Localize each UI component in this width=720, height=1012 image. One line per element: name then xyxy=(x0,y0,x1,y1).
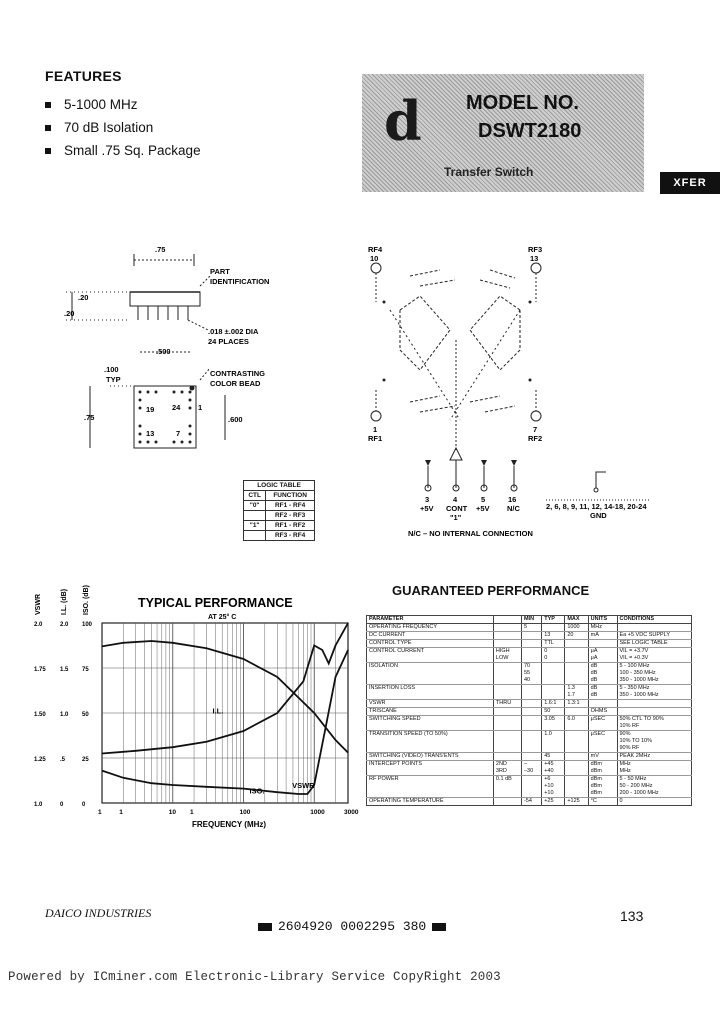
tick-label: 2.0 xyxy=(60,622,69,628)
table-cell: 0 xyxy=(617,798,692,806)
powered-by: Powered by ICminer.com Electronic-Library Service CopyRight 2003 xyxy=(8,970,501,984)
logic-cell xyxy=(244,531,266,541)
table-row xyxy=(367,753,692,761)
table-cell: mV xyxy=(588,753,617,761)
table-cell: dB dB xyxy=(588,685,617,700)
table-cell: 20 xyxy=(565,632,588,640)
dim-100: .100 xyxy=(104,365,119,374)
dim-500: .500 xyxy=(156,347,171,356)
series-label: ISO. xyxy=(249,786,265,796)
table-cell: +6 +10 +10 xyxy=(542,776,565,798)
x-tick-label: 100 xyxy=(239,809,251,816)
table-cell: 6.0 xyxy=(565,716,588,731)
table-row xyxy=(367,700,692,708)
gnd-label: GND xyxy=(590,511,607,520)
page-number: 133 xyxy=(620,908,644,924)
bullet-icon xyxy=(45,125,51,131)
mechanical-drawing xyxy=(60,240,290,450)
table-cell: – –30 xyxy=(521,761,541,776)
company-name: DAICO INDUSTRIES xyxy=(45,906,152,920)
table-cell: dBm dBm xyxy=(588,761,617,776)
logic-cell: "0" xyxy=(244,501,266,511)
table-cell xyxy=(565,731,588,753)
table-cell: °C xyxy=(588,798,617,806)
tick-label: 1.75 xyxy=(34,667,46,673)
table-cell: OHMS xyxy=(588,708,617,716)
table-cell xyxy=(521,700,541,708)
table-cell: SWITCHING SPEED xyxy=(367,716,494,731)
table-cell: 0 0 xyxy=(542,648,565,663)
pin-num: 5 xyxy=(481,495,486,504)
table-row xyxy=(367,648,692,663)
barcode-text: 2604920 0002295 380 xyxy=(278,919,427,934)
table-cell xyxy=(565,776,588,798)
guaranteed-title: GUARANTEED PERFORMANCE xyxy=(392,583,590,598)
barcode-block-icon xyxy=(432,923,446,931)
daico-logo: d xyxy=(384,89,422,153)
tick-label: 75 xyxy=(82,667,89,673)
table-row xyxy=(367,798,692,806)
dia-line1: .018 ±.002 DIA xyxy=(208,327,259,336)
bullet-icon xyxy=(45,148,51,154)
table-cell: +125 xyxy=(565,798,588,806)
table-cell xyxy=(493,640,521,648)
table-cell: CONTROL CURRENT xyxy=(367,648,494,663)
part-id-line2: IDENTIFICATION xyxy=(210,277,270,286)
table-cell: +45 +40 xyxy=(542,761,565,776)
table-cell: PARAMETER xyxy=(367,616,494,624)
table-cell: 0.1 dB xyxy=(493,776,521,798)
table-cell xyxy=(521,753,541,761)
table-cell xyxy=(493,798,521,806)
logic-cell: RF2 - RF3 xyxy=(266,511,315,521)
dim-75-top: .75 xyxy=(155,245,166,254)
tick-label: 1.5 xyxy=(60,667,69,673)
table-cell: INSERTION LOSS xyxy=(367,685,494,700)
table-cell: -54 xyxy=(521,798,541,806)
tick-label: 0 xyxy=(82,802,86,808)
pin-label: N/C xyxy=(507,504,520,513)
table-cell: 50% CTL TO 90% 10% RF xyxy=(617,716,692,731)
table-cell: SEE LOGIC TABLE xyxy=(617,640,692,648)
table-cell xyxy=(493,624,521,632)
table-row xyxy=(367,624,692,632)
rf4-port-icon xyxy=(371,263,381,273)
model-subtitle: Transfer Switch xyxy=(444,165,534,179)
table-cell: VIL = +3.7V VIL = +0.3V xyxy=(617,648,692,663)
table-cell: 70 55 40 xyxy=(521,663,541,685)
x-tick-label: 1 xyxy=(98,809,102,816)
table-cell xyxy=(493,716,521,731)
table-cell xyxy=(493,753,521,761)
rf3-port-icon xyxy=(531,263,541,273)
pin-num: 3 xyxy=(425,495,430,504)
rf2-port-icon xyxy=(531,411,541,421)
table-cell xyxy=(565,640,588,648)
table-row xyxy=(367,708,692,716)
table-cell: CONTROL TYPE xyxy=(367,640,494,648)
table-cell: DC CURRENT xyxy=(367,632,494,640)
table-cell: RF POWER xyxy=(367,776,494,798)
pin-13-label: 13 xyxy=(530,254,539,263)
table-cell: OPERATING TEMPERATURE xyxy=(367,798,494,806)
table-cell: 5 xyxy=(521,624,541,632)
table-cell xyxy=(542,624,565,632)
x-tick-label: 1 xyxy=(119,809,123,816)
table-cell xyxy=(565,708,588,716)
table-cell: TTL xyxy=(542,640,565,648)
feature-text: 70 dB Isolation xyxy=(64,120,154,135)
table-cell xyxy=(493,663,521,685)
table-cell: THRU xyxy=(493,700,521,708)
series-label: I.L. xyxy=(212,706,224,716)
table-cell xyxy=(521,776,541,798)
pin-label: +5V xyxy=(420,504,434,513)
pin-19: 19 xyxy=(146,405,155,414)
logic-cell: RF1 - RF2 xyxy=(266,521,315,531)
table-cell: 1.6:1 xyxy=(542,700,565,708)
table-cell: μSEC xyxy=(588,731,617,753)
logic-table xyxy=(243,480,315,541)
table-cell: UNITS xyxy=(588,616,617,624)
bead-line1: CONTRASTING xyxy=(210,369,265,378)
table-cell: 5 - 350 MHz 350 - 1000 MHz xyxy=(617,685,692,700)
rf3-label: RF3 xyxy=(528,245,543,254)
pin-7-label: 7 xyxy=(533,425,538,434)
table-cell xyxy=(521,648,541,663)
table-cell xyxy=(617,700,692,708)
pin-13: 13 xyxy=(146,429,155,438)
table-cell xyxy=(617,708,692,716)
rf1-port-icon xyxy=(371,411,381,421)
tick-label: 2.0 xyxy=(34,622,43,628)
logic-cell: RF3 - RF4 xyxy=(266,531,315,541)
table-cell: +25 xyxy=(542,798,565,806)
table-cell xyxy=(521,632,541,640)
table-cell xyxy=(493,632,521,640)
model-number: DSWT2180 xyxy=(478,120,582,142)
part-id-line1: PART xyxy=(210,267,230,276)
table-cell: 1.3:1 xyxy=(565,700,588,708)
chart-xlabel: FREQUENCY (MHz) xyxy=(192,820,267,829)
x-tick-label: 1000 xyxy=(310,809,325,816)
table-row xyxy=(367,632,692,640)
feature-text: Small .75 Sq. Package xyxy=(64,143,201,158)
table-cell: MHz MHz xyxy=(617,761,692,776)
table-cell xyxy=(565,753,588,761)
table-cell: SWITCHING (VIDEO) TRANS'ENTS xyxy=(367,753,494,761)
dim-75-side: .75 xyxy=(84,413,95,422)
table-row xyxy=(367,663,692,685)
x-tick-label: 1 xyxy=(190,809,194,816)
table-cell: MIN xyxy=(521,616,541,624)
x-tick-label: 3000 xyxy=(344,809,359,816)
table-cell: μSEC xyxy=(588,716,617,731)
table-cell xyxy=(493,685,521,700)
axis-label: ISO. (dB) xyxy=(83,585,90,615)
pin-extra: "1" xyxy=(450,513,462,522)
dim-20b: .20 xyxy=(64,309,75,318)
table-row xyxy=(367,716,692,731)
table-row xyxy=(367,761,692,776)
logic-cell: "1" xyxy=(244,521,266,531)
logic-title: LOGIC TABLE xyxy=(244,481,315,491)
table-cell: ISOLATION xyxy=(367,663,494,685)
barcode-block-icon xyxy=(258,923,272,931)
dim-600: .600 xyxy=(228,415,243,424)
table-cell xyxy=(565,761,588,776)
list-item xyxy=(45,93,201,116)
table-cell xyxy=(542,685,565,700)
bullet-icon xyxy=(45,102,51,108)
x-tick-label: 10 xyxy=(168,809,176,816)
dim-typ: TYP xyxy=(106,375,121,384)
logic-header: FUNCTION xyxy=(266,491,315,501)
table-cell: MAX xyxy=(565,616,588,624)
table-cell xyxy=(521,640,541,648)
table-cell: 45 xyxy=(542,753,565,761)
tick-label: 1.0 xyxy=(60,712,69,718)
table-header xyxy=(367,616,692,624)
pin-num: 4 xyxy=(453,495,458,504)
table-cell xyxy=(521,731,541,753)
table-cell xyxy=(565,648,588,663)
nc-note: N/C – NO INTERNAL CONNECTION xyxy=(408,529,533,538)
typical-performance-chart xyxy=(20,575,365,835)
schematic-diagram xyxy=(350,240,670,540)
pin-10-label: 10 xyxy=(370,254,379,263)
table-cell: TYP xyxy=(542,616,565,624)
table-cell: VSWR xyxy=(367,700,494,708)
table-cell: 1.3 1.7 xyxy=(565,685,588,700)
logic-header: CTL xyxy=(244,491,266,501)
table-cell: HIGH LOW xyxy=(493,648,521,663)
list-item xyxy=(45,116,201,139)
table-cell: PEAK 2MHz xyxy=(617,753,692,761)
pin-num: 16 xyxy=(508,495,517,504)
table-cell: dBm dBm dBm xyxy=(588,776,617,798)
table-cell: INTERCEPT POINTS xyxy=(367,761,494,776)
rf2-label: RF2 xyxy=(528,434,543,443)
rf1-label: RF1 xyxy=(368,434,383,443)
feature-text: 5-1000 MHz xyxy=(64,97,138,112)
table-cell xyxy=(617,624,692,632)
table-cell: 5 - 50 MHz 50 - 200 MHz 200 - 1000 MHz xyxy=(617,776,692,798)
table-cell xyxy=(493,731,521,753)
axis-label: I.L. (dB) xyxy=(61,588,68,615)
model-label: MODEL NO. xyxy=(466,92,579,114)
guaranteed-table xyxy=(366,615,692,806)
features-title: FEATURES xyxy=(45,68,122,84)
tick-label: .5 xyxy=(60,757,66,763)
table-cell xyxy=(493,708,521,716)
table-cell xyxy=(493,616,521,624)
table-cell: TRANSITION SPEED (TO 50%) xyxy=(367,731,494,753)
table-cell xyxy=(542,663,565,685)
table-cell: 50 xyxy=(542,708,565,716)
tick-label: 0 xyxy=(60,802,64,808)
xfer-tab: XFER xyxy=(660,172,720,194)
table-cell: 1000 xyxy=(565,624,588,632)
series-label: VSWR xyxy=(292,781,315,791)
dia-line2: 24 PLACES xyxy=(208,337,249,346)
dim-20a: .20 xyxy=(78,293,89,302)
table-cell: MHz xyxy=(588,624,617,632)
tick-label: 100 xyxy=(82,622,93,628)
table-cell xyxy=(521,708,541,716)
pin-label: CONT xyxy=(446,504,468,513)
pin-24: 24 xyxy=(172,403,181,412)
table-cell: 13 xyxy=(542,632,565,640)
table-cell: 1.0 xyxy=(542,731,565,753)
rf4-label: RF4 xyxy=(368,245,383,254)
logic-cell xyxy=(244,511,266,521)
pin-1: 1 xyxy=(198,403,203,412)
model-box xyxy=(362,74,644,192)
table-row xyxy=(367,731,692,753)
table-row xyxy=(367,640,692,648)
chart-subtitle: AT 25° C xyxy=(208,614,237,621)
pin-label: +5V xyxy=(476,504,490,513)
list-item xyxy=(45,139,201,162)
table-cell: mA xyxy=(588,632,617,640)
bead-line2: COLOR BEAD xyxy=(210,379,261,388)
features-list xyxy=(45,93,201,162)
tick-label: 1.25 xyxy=(34,757,46,763)
barcode xyxy=(258,919,446,934)
table-cell xyxy=(588,700,617,708)
table-cell xyxy=(565,663,588,685)
table-cell: Ea +5 VDC SUPPLY xyxy=(617,632,692,640)
table-cell: μA μA xyxy=(588,648,617,663)
tick-label: 25 xyxy=(82,757,89,763)
axis-label: VSWR xyxy=(35,594,42,615)
table-cell: 2ND 3RD xyxy=(493,761,521,776)
tick-label: 1.50 xyxy=(34,712,46,718)
table-cell xyxy=(521,685,541,700)
table-cell: 3.05 xyxy=(542,716,565,731)
gnd-pins: 2, 6, 8, 9, 11, 12, 14-18, 20-24 xyxy=(546,502,647,511)
table-cell: 90% 10% TO 10% 90% RF xyxy=(617,731,692,753)
table-cell: 5 - 100 MHz 100 - 350 MHz 350 - 1000 MHz xyxy=(617,663,692,685)
table-row xyxy=(367,685,692,700)
chart-title: TYPICAL PERFORMANCE xyxy=(138,596,293,610)
pin-7: 7 xyxy=(176,429,181,438)
tick-label: 50 xyxy=(82,712,89,718)
table-cell: OPERATING FREQUENCY xyxy=(367,624,494,632)
tick-label: 1.0 xyxy=(34,802,43,808)
pin-1-label: 1 xyxy=(373,425,378,434)
table-cell: dB dB dB xyxy=(588,663,617,685)
table-cell xyxy=(588,640,617,648)
logic-cell: RF1 - RF4 xyxy=(266,501,315,511)
table-cell xyxy=(521,716,541,731)
table-cell: CONDITIONS xyxy=(617,616,692,624)
table-row xyxy=(367,776,692,798)
table-cell: TRISCANE xyxy=(367,708,494,716)
